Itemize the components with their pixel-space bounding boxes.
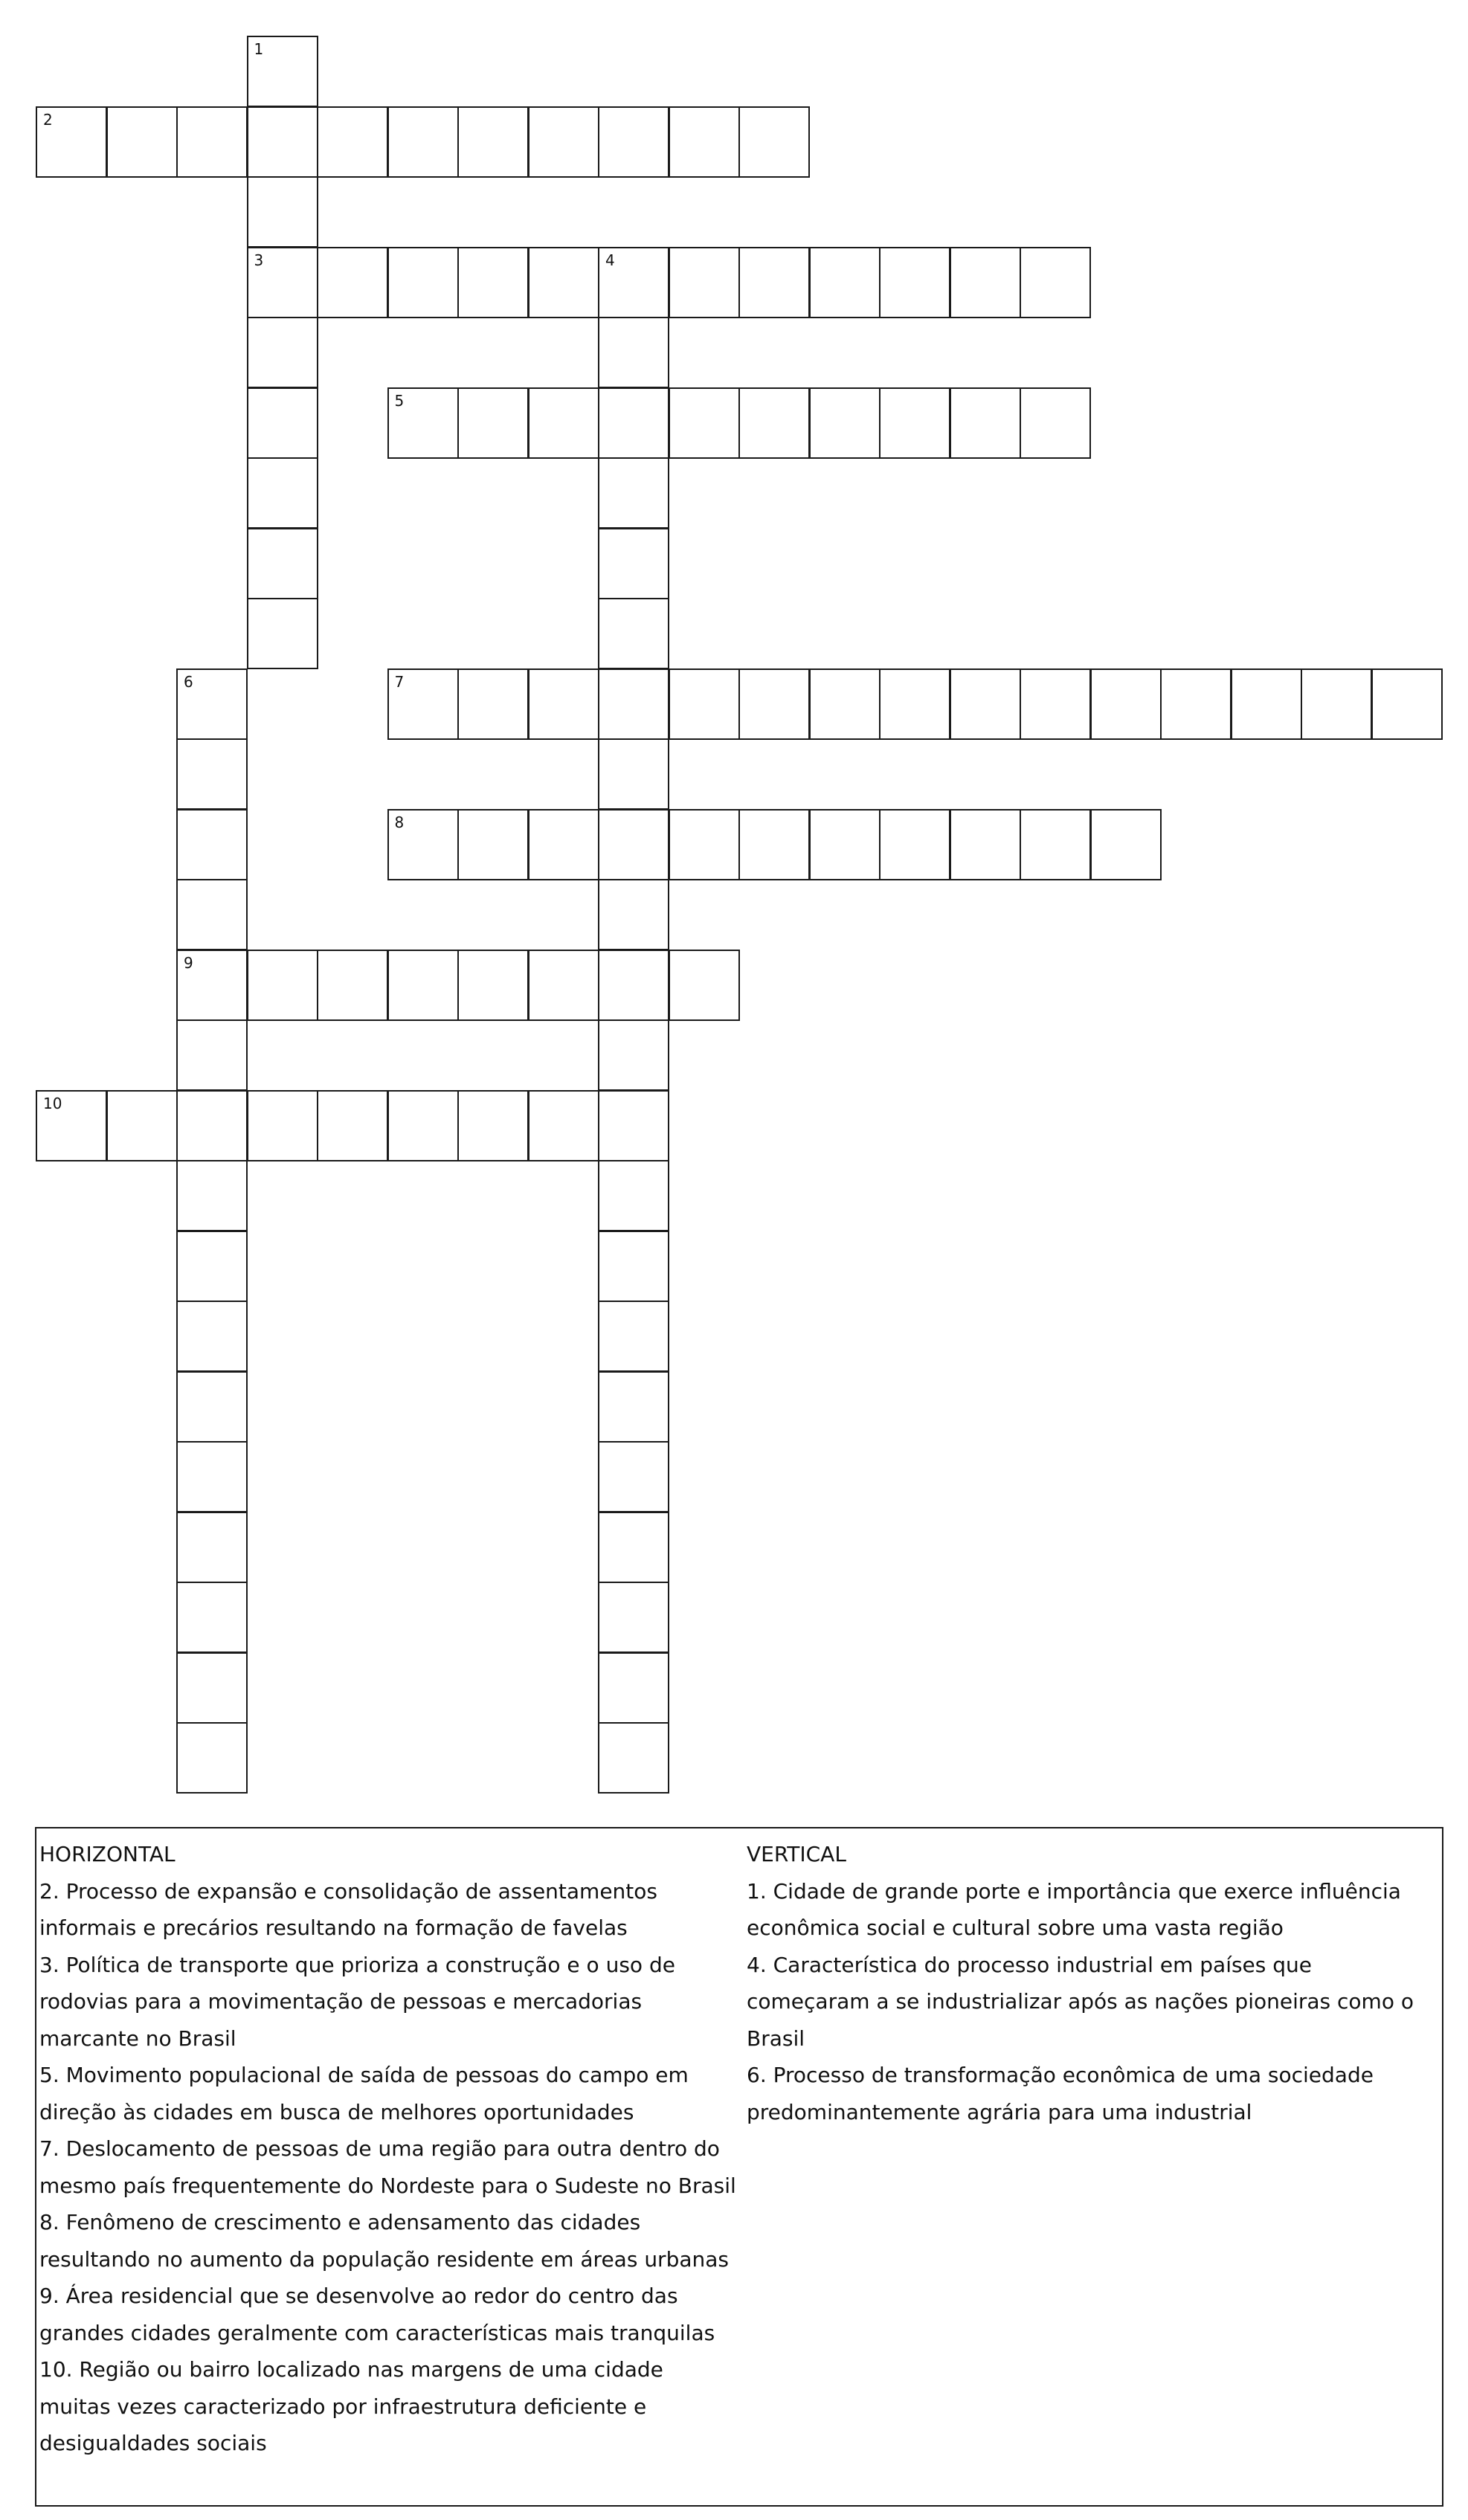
grid-cell[interactable] xyxy=(457,247,529,318)
grid-cell[interactable] xyxy=(528,809,599,880)
grid-cell[interactable] xyxy=(247,387,318,459)
grid-cell[interactable] xyxy=(950,668,1021,740)
grid-cell[interactable] xyxy=(950,809,1021,880)
clue-across-3: 3. Política de transporte que prioriza a construção e o uso de rodovias para a movimentação de pessoas e mercadorias marcante no Brasil xyxy=(39,1952,675,2051)
grid-cell[interactable] xyxy=(809,809,881,880)
cell-number: 7 xyxy=(394,672,405,691)
grid-cell[interactable] xyxy=(598,1231,669,1302)
grid-cell[interactable] xyxy=(247,528,318,599)
grid-cell[interactable] xyxy=(1160,668,1232,740)
clues-box xyxy=(35,1827,1443,2507)
grid-cell[interactable] xyxy=(247,176,318,248)
grid-cell[interactable] xyxy=(738,387,810,459)
grid-cell[interactable] xyxy=(598,738,669,810)
cell-number: 6 xyxy=(184,672,193,691)
grid-cell[interactable] xyxy=(1371,668,1443,740)
grid-cell[interactable] xyxy=(176,1582,248,1653)
grid-cell[interactable] xyxy=(528,247,599,318)
clue-across-8: 8. Fenômeno de crescimento e adensamento das cidades resultando no aumento da população residente em áreas urbanas xyxy=(39,2210,729,2272)
grid-cell[interactable] xyxy=(598,317,669,388)
cell-number: 8 xyxy=(394,813,405,831)
grid-cell[interactable] xyxy=(598,528,669,599)
grid-cell[interactable] xyxy=(598,598,669,669)
grid-cell[interactable] xyxy=(669,387,740,459)
grid-cell[interactable] xyxy=(528,387,599,459)
grid-cell[interactable] xyxy=(598,457,669,529)
grid-cell[interactable] xyxy=(247,36,318,107)
grid-cell[interactable] xyxy=(387,247,459,318)
grid-cell[interactable] xyxy=(669,809,740,880)
grid-cell[interactable] xyxy=(598,1371,669,1443)
grid-cell[interactable] xyxy=(317,247,388,318)
horizontal-heading: HORIZONTAL xyxy=(39,1842,176,1866)
grid-cell[interactable] xyxy=(176,668,248,740)
grid-cell[interactable] xyxy=(176,738,248,810)
grid-cell[interactable] xyxy=(738,247,810,318)
grid-cell[interactable] xyxy=(598,1441,669,1512)
cell-number: 2 xyxy=(43,110,53,129)
grid-cell[interactable] xyxy=(317,1090,388,1161)
grid-cell[interactable] xyxy=(1231,668,1302,740)
grid-cell[interactable] xyxy=(176,1160,248,1231)
grid-cell[interactable] xyxy=(950,247,1021,318)
grid-cell[interactable] xyxy=(598,1652,669,1724)
grid-cell[interactable] xyxy=(528,668,599,740)
horizontal-clues xyxy=(39,1836,738,2462)
clue-down-6: 6. Processo de transformação econômica de uma sociedade predominantemente agrária para uma industrial xyxy=(747,2063,1374,2124)
grid-cell[interactable] xyxy=(457,809,529,880)
clue-across-7: 7. Deslocamento de pessoas de uma região para outra dentro do mesmo país frequentemente do Nordeste para o Sudeste no Brasil xyxy=(39,2136,736,2198)
grid-cell[interactable] xyxy=(950,387,1021,459)
grid-cell[interactable] xyxy=(176,1019,248,1091)
grid-cell[interactable] xyxy=(598,879,669,950)
grid-cell[interactable] xyxy=(598,1090,669,1161)
grid-cell[interactable] xyxy=(528,950,599,1021)
grid-cell[interactable] xyxy=(598,1512,669,1583)
grid-cell[interactable] xyxy=(106,1090,178,1161)
grid-cell[interactable] xyxy=(247,106,318,178)
grid-cell[interactable] xyxy=(1020,247,1091,318)
grid-cell[interactable] xyxy=(598,1722,669,1794)
grid-cell[interactable] xyxy=(1020,809,1091,880)
grid-cell[interactable] xyxy=(1301,668,1372,740)
grid-cell[interactable] xyxy=(809,387,881,459)
cell-number: 4 xyxy=(605,251,615,269)
grid-cell[interactable] xyxy=(247,598,318,669)
clue-down-4: 4. Característica do processo industrial em países que começaram a se industrializar após as nações pioneiras como o Brasil xyxy=(747,1952,1414,2051)
grid-cell[interactable] xyxy=(879,247,950,318)
grid-cell[interactable] xyxy=(317,106,388,178)
vertical-heading: VERTICAL xyxy=(747,1842,846,1866)
grid-cell[interactable] xyxy=(176,1301,248,1372)
grid-cell[interactable] xyxy=(598,387,669,459)
grid-cell[interactable] xyxy=(738,668,810,740)
grid-cell[interactable] xyxy=(247,247,318,318)
grid-cell[interactable] xyxy=(598,1301,669,1372)
clue-across-5: 5. Movimento populacional de saída de pessoas do campo em direção às cidades em busca de melhores oportunidades xyxy=(39,2063,689,2124)
grid-cell[interactable] xyxy=(387,1090,459,1161)
grid-cell[interactable] xyxy=(36,106,107,178)
grid-cell[interactable] xyxy=(317,950,388,1021)
grid-cell[interactable] xyxy=(809,668,881,740)
grid-cell[interactable] xyxy=(176,879,248,950)
grid-cell[interactable] xyxy=(457,668,529,740)
grid-cell[interactable] xyxy=(879,387,950,459)
grid-cell[interactable] xyxy=(387,668,459,740)
grid-cell[interactable] xyxy=(176,106,248,178)
grid-cell[interactable] xyxy=(879,668,950,740)
grid-cell[interactable] xyxy=(387,106,459,178)
grid-cell[interactable] xyxy=(598,809,669,880)
grid-cell[interactable] xyxy=(598,668,669,740)
grid-cell[interactable] xyxy=(528,106,599,178)
grid-cell[interactable] xyxy=(809,247,881,318)
grid-cell[interactable] xyxy=(528,1090,599,1161)
grid-cell[interactable] xyxy=(247,1090,318,1161)
grid-cell[interactable] xyxy=(106,106,178,178)
grid-cell[interactable] xyxy=(176,1441,248,1512)
grid-cell[interactable] xyxy=(387,387,459,459)
clue-across-2: 2. Processo de expansão e consolidação de assentamentos informais e precários resultando na formação de favelas xyxy=(39,1878,658,1940)
grid-cell[interactable] xyxy=(738,106,810,178)
grid-cell[interactable] xyxy=(598,1160,669,1231)
grid-cell[interactable] xyxy=(669,950,740,1021)
cell-number: 1 xyxy=(254,40,264,58)
grid-cell[interactable] xyxy=(176,1512,248,1583)
grid-cell[interactable] xyxy=(669,106,740,178)
grid-cell[interactable] xyxy=(457,106,529,178)
grid-cell[interactable] xyxy=(738,809,810,880)
cell-number: 3 xyxy=(254,251,264,269)
grid-cell[interactable] xyxy=(598,247,669,318)
grid-cell[interactable] xyxy=(247,317,318,388)
grid-cell[interactable] xyxy=(387,809,459,880)
grid-cell[interactable] xyxy=(176,1722,248,1794)
vertical-clues xyxy=(747,1836,1438,2130)
grid-cell[interactable] xyxy=(176,950,248,1021)
grid-cell[interactable] xyxy=(1020,387,1091,459)
grid-cell[interactable] xyxy=(457,950,529,1021)
cell-number: 5 xyxy=(394,391,405,410)
grid-cell[interactable] xyxy=(1090,809,1162,880)
grid-cell[interactable] xyxy=(1020,668,1091,740)
grid-cell[interactable] xyxy=(176,1371,248,1443)
grid-cell[interactable] xyxy=(457,1090,529,1161)
grid-cell[interactable] xyxy=(598,1019,669,1091)
grid-cell[interactable] xyxy=(176,1090,248,1161)
grid-cell[interactable] xyxy=(598,1582,669,1653)
grid-cell[interactable] xyxy=(176,1652,248,1724)
grid-cell[interactable] xyxy=(36,1090,107,1161)
grid-cell[interactable] xyxy=(879,809,950,880)
clue-across-10: 10. Região ou bairro localizado nas margens de uma cidade muitas vezes caracterizado por infraestrutura deficiente e desigualdades sociais xyxy=(39,2357,663,2455)
grid-cell[interactable] xyxy=(387,950,459,1021)
grid-cell[interactable] xyxy=(669,247,740,318)
clue-across-9: 9. Área residencial que se desenvolve ao redor do centro das grandes cidades geralmente com características mais tranquilas xyxy=(39,2284,715,2345)
grid-cell[interactable] xyxy=(176,1231,248,1302)
clue-down-1: 1. Cidade de grande porte e importância que exerce influência econômica social e cultural sobre uma vasta região xyxy=(747,1878,1401,1940)
cell-number: 9 xyxy=(184,953,193,972)
grid-cell[interactable] xyxy=(669,668,740,740)
grid-cell[interactable] xyxy=(598,950,669,1021)
grid-cell[interactable] xyxy=(247,950,318,1021)
grid-cell[interactable] xyxy=(247,457,318,529)
grid-cell[interactable] xyxy=(176,809,248,880)
grid-cell[interactable] xyxy=(1090,668,1162,740)
cell-number: 10 xyxy=(43,1094,62,1112)
grid-cell[interactable] xyxy=(457,387,529,459)
grid-cell[interactable] xyxy=(598,106,669,178)
